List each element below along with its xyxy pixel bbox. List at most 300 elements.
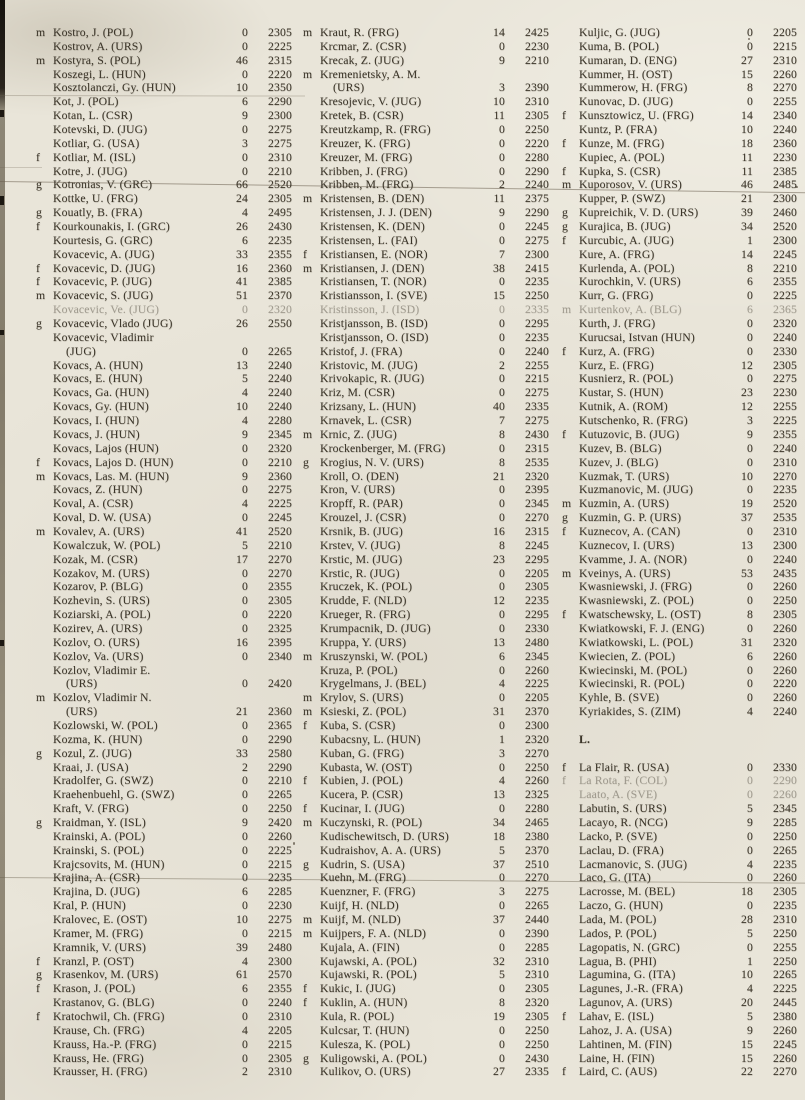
player-name: (URS)	[66, 705, 98, 719]
rating-entry	[303, 151, 549, 165]
rating-entry	[562, 40, 797, 54]
rating-value: 2270	[525, 511, 549, 525]
player-name: Krivokapic, R. (JUG)	[320, 372, 425, 386]
rating-value: 2360	[773, 136, 797, 150]
player-name: Krecak, Z. (JUG)	[320, 53, 405, 67]
rating-value: 2240	[268, 400, 292, 414]
player-name: Kwasniewski, J. (FRG)	[579, 580, 692, 594]
rating-value: 2250	[773, 829, 797, 843]
rating-value: 2305	[525, 1010, 549, 1024]
binding-mark	[0, 110, 4, 117]
rating-entry	[303, 608, 549, 622]
binding-mark	[0, 640, 4, 646]
games-count: 33	[236, 247, 248, 261]
rating-value: 2365	[773, 303, 797, 317]
player-name: Kozhevin, S. (URS)	[53, 594, 150, 608]
player-name: Koszegi, L. (HUN)	[53, 67, 146, 81]
games-count: 34	[493, 815, 505, 829]
title-letter: f	[303, 718, 308, 732]
player-name: Kremenietsky, A. M.	[320, 67, 421, 81]
player-name: Kulcsar, T. (HUN)	[320, 1023, 410, 1037]
games-count: 8	[747, 261, 753, 275]
rating-entry	[303, 428, 549, 442]
player-name: Kovacs, Las. M. (HUN)	[53, 469, 170, 483]
games-count: 46	[236, 53, 248, 67]
player-name: Laato, A. (SVE)	[579, 788, 658, 802]
title-letter: m	[562, 178, 572, 192]
rating-entry	[303, 636, 549, 650]
rating-value: 2210	[268, 538, 292, 552]
rating-value: 2485	[773, 178, 797, 192]
rating-value: 2275	[525, 386, 549, 400]
games-count: 0	[242, 455, 248, 469]
player-name: Kourkounakis, I. (GRC)	[53, 220, 170, 234]
player-name: Kwatschewsky, L. (OST)	[579, 608, 701, 622]
rating-entry	[303, 1065, 549, 1079]
rating-entry	[562, 483, 797, 497]
player-name: Krnic, Z. (JUG)	[320, 427, 397, 441]
player-name: Kral, P. (HUN)	[53, 899, 126, 913]
games-count: 27	[493, 1065, 505, 1079]
player-name: Laclau, D. (FRA)	[579, 843, 664, 857]
games-count: 6	[242, 982, 248, 996]
player-name: Kozma, K. (HUN)	[53, 732, 143, 746]
player-name: Labutin, S. (URS)	[579, 802, 667, 816]
games-count: 8	[499, 427, 505, 441]
player-name: Lacmanovic, S. (JUG)	[579, 857, 688, 871]
games-count: 0	[499, 220, 505, 234]
player-name: Kovacs, Lajos (HUN)	[53, 441, 159, 455]
player-name: Kostro, J. (POL)	[53, 26, 134, 39]
games-count: 0	[747, 317, 753, 331]
player-name: Lacko, P. (SVE)	[579, 829, 658, 843]
player-name: Kraidman, Y. (ISL)	[53, 815, 146, 829]
rating-entry	[562, 816, 797, 830]
player-name: Kvamme, J. A. (NOR)	[579, 552, 688, 566]
rating-entry	[36, 539, 292, 553]
player-name: Kotliar, G. (USA)	[53, 136, 140, 150]
rating-value: 2520	[268, 524, 292, 538]
games-count: 13	[236, 358, 248, 372]
rating-value: 2240	[268, 372, 292, 386]
games-count: 4	[242, 206, 248, 220]
rating-value: 2210	[268, 774, 292, 788]
rating-entry	[562, 442, 797, 456]
rating-value: 2580	[268, 746, 292, 760]
player-name: Kurth, J. (FRG)	[579, 317, 656, 331]
player-name: Kwiecinski, M. (POL)	[579, 663, 688, 677]
rating-value: 2260	[773, 1023, 797, 1037]
games-count: 0	[747, 829, 753, 843]
games-count: 0	[747, 677, 753, 691]
rating-entry	[36, 567, 292, 581]
rating-entry	[562, 68, 797, 82]
rating-entry	[303, 1010, 549, 1024]
rating-value: 2270	[773, 81, 797, 95]
rating-value: 2300	[268, 954, 292, 968]
player-name: Kuijpers, F. A. (NLD)	[320, 926, 427, 940]
rating-entry	[36, 816, 292, 830]
games-count: 3	[499, 81, 505, 95]
player-name: Kunovac, D. (JUG)	[579, 95, 674, 109]
rating-value: 2225	[525, 677, 549, 691]
player-name: Kucera, P. (CSR)	[320, 788, 403, 802]
rating-entry	[303, 192, 549, 206]
rating-entry	[303, 317, 549, 331]
games-count: 0	[747, 760, 753, 774]
games-count: 0	[499, 566, 505, 580]
player-name: Kubien, J. (POL)	[320, 774, 403, 788]
rating-value: 2330	[525, 621, 549, 635]
player-name: Kuban, G. (FRG)	[320, 746, 405, 760]
player-name: Kutschenko, R. (FRG)	[579, 414, 688, 428]
rating-value: 2380	[525, 829, 549, 843]
rating-entry	[36, 622, 292, 636]
rating-value: 2250	[525, 760, 549, 774]
section-letter: L.	[579, 732, 591, 746]
games-count: 0	[242, 732, 248, 746]
rating-entry	[36, 95, 292, 109]
rating-value: 2305	[268, 192, 292, 206]
rating-value: 2275	[773, 372, 797, 386]
player-name: Kukic, I. (JUG)	[320, 982, 396, 996]
games-count: 0	[499, 940, 505, 954]
rating-entry	[303, 26, 549, 40]
rating-value: 2305	[773, 885, 797, 899]
games-count: 39	[236, 940, 248, 954]
rating-value: 2210	[268, 455, 292, 469]
player-name: Kutnik, A. (ROM)	[579, 400, 668, 414]
rating-value: 2305	[773, 358, 797, 372]
games-count: 38	[493, 261, 505, 275]
rating-entry	[36, 234, 292, 248]
games-count: 41	[236, 275, 248, 289]
rating-entry	[36, 968, 292, 982]
rating-value: 2245	[773, 1037, 797, 1051]
rating-value: 2435	[773, 566, 797, 580]
games-count: 12	[493, 594, 505, 608]
rating-value: 2310	[773, 524, 797, 538]
games-count: 0	[499, 511, 505, 525]
rating-value: 2215	[773, 39, 797, 53]
rating-entry	[303, 137, 549, 151]
rating-entry	[36, 317, 292, 331]
games-count: 5	[242, 538, 248, 552]
rating-value: 2355	[268, 247, 292, 261]
rating-entry	[36, 26, 292, 40]
title-letter: f	[562, 164, 567, 178]
rating-entry	[36, 941, 292, 955]
rating-value: 2315	[525, 441, 549, 455]
player-name: Kourtesis, G. (GRC)	[53, 233, 153, 247]
rating-value: 2230	[773, 150, 797, 164]
rating-value: 2325	[525, 788, 549, 802]
rating-entry	[36, 400, 292, 414]
games-count: 0	[499, 760, 505, 774]
rating-value: 2310	[773, 913, 797, 926]
rating-entry	[303, 81, 549, 95]
rating-entry	[36, 442, 292, 456]
games-count: 4	[242, 1023, 248, 1037]
player-name: Kuporosov, V. (URS)	[579, 178, 682, 192]
player-name: Kozlov, Va. (URS)	[53, 649, 144, 663]
rating-value: 2240	[773, 552, 797, 566]
rating-entry	[36, 996, 292, 1010]
player-name: Kretek, B. (CSR)	[320, 109, 404, 123]
rating-value: 2275	[525, 885, 549, 899]
rating-entry	[562, 81, 797, 95]
player-name: Kreuzer, M. (FRG)	[320, 150, 413, 164]
games-count: 0	[242, 580, 248, 594]
rating-value: 2395	[525, 483, 549, 497]
rating-value: 2290	[525, 206, 549, 220]
title-letter: f	[562, 233, 567, 247]
player-name: Kozlowski, W. (POL)	[53, 718, 158, 732]
player-name: Kristiansen, T. (NOR)	[320, 275, 427, 289]
rating-entry	[562, 386, 797, 400]
rating-value: 2205	[525, 566, 549, 580]
title-letter: m	[36, 524, 46, 538]
rating-value: 2225	[773, 289, 797, 303]
games-count: 8	[499, 538, 505, 552]
player-name: Kubacsny, L. (HUN)	[320, 732, 421, 746]
rating-entry	[303, 1038, 549, 1052]
rating-entry	[303, 747, 549, 761]
rating-entry	[303, 774, 549, 788]
player-name: Krainski, S. (POL)	[53, 843, 145, 857]
title-letter: g	[36, 206, 42, 220]
rating-value: 2300	[773, 233, 797, 247]
rating-entry	[562, 331, 797, 345]
games-count: 18	[493, 829, 505, 843]
games-count: 0	[242, 483, 248, 497]
rating-entry	[36, 774, 292, 788]
rating-value: 2215	[268, 1037, 292, 1051]
rating-entry	[36, 123, 292, 137]
rating-entry	[562, 317, 797, 331]
games-count: 0	[242, 39, 248, 53]
player-name: Kramer, M. (FRG)	[53, 926, 144, 940]
rating-value: 2310	[773, 455, 797, 469]
games-count: 17	[236, 552, 248, 566]
rating-value: 2235	[773, 483, 797, 497]
rating-entry	[562, 927, 797, 941]
player-name: Krstev, V. (JUG)	[320, 538, 401, 552]
rating-value: 2320	[525, 469, 549, 483]
rating-entry	[303, 982, 549, 996]
rating-value: 2250	[773, 594, 797, 608]
games-count: 0	[499, 303, 505, 317]
title-letter: f	[36, 261, 41, 275]
games-count: 6	[499, 649, 505, 663]
games-count: 8	[499, 455, 505, 469]
title-letter: g	[562, 220, 568, 234]
player-name: Krainski, A. (POL)	[53, 829, 146, 843]
games-count: 0	[499, 608, 505, 622]
games-count: 0	[747, 621, 753, 635]
rating-entry	[36, 885, 292, 899]
title-letter: g	[562, 206, 568, 220]
games-count: 6	[747, 303, 753, 317]
rating-value: 2440	[525, 913, 549, 926]
player-name: Krumpacnik, D. (JUG)	[320, 621, 431, 635]
player-name: Kozul, Z. (JUG)	[53, 746, 132, 760]
rating-entry	[562, 165, 797, 179]
player-name: Kristovic, M. (JUG)	[320, 358, 418, 372]
rating-column-1	[36, 26, 292, 1079]
rating-value: 2240	[773, 441, 797, 455]
player-name: Kozarov, P. (BLG)	[53, 580, 144, 594]
rating-entry	[36, 68, 292, 82]
player-name: Kuijf, H. (NLD)	[320, 899, 399, 913]
rating-entry	[36, 677, 292, 691]
games-count: 0	[499, 441, 505, 455]
rating-entry	[303, 275, 549, 289]
player-name: Kuenzner, F. (FRG)	[320, 885, 416, 899]
rating-entry	[36, 580, 292, 594]
rating-entry	[36, 414, 292, 428]
rating-value: 2225	[268, 39, 292, 53]
rating-entry	[36, 927, 292, 941]
section-header	[562, 733, 797, 747]
rating-value: 2245	[525, 220, 549, 234]
title-letter: f	[36, 1010, 41, 1024]
games-count: 4	[747, 982, 753, 996]
player-name: Kreutzkamp, R. (FRG)	[320, 123, 431, 137]
rating-value: 2230	[268, 899, 292, 913]
rating-entry	[303, 580, 549, 594]
rating-value: 2220	[773, 677, 797, 691]
rating-entry	[303, 677, 549, 691]
player-name: Krizsany, L. (HUN)	[320, 400, 417, 414]
rating-value: 2210	[268, 164, 292, 178]
rating-entry	[303, 442, 549, 456]
rating-entry	[562, 151, 797, 165]
rating-entry	[562, 54, 797, 68]
rating-entry	[36, 359, 292, 373]
rating-entry	[303, 359, 549, 373]
title-letter: g	[36, 746, 42, 760]
rating-entry	[36, 1010, 292, 1024]
rating-entry	[562, 650, 797, 664]
player-name: Kroll, O. (DEN)	[320, 469, 399, 483]
rating-value: 2290	[773, 774, 797, 788]
rating-entry	[36, 788, 292, 802]
player-name: Kurochkin, V. (URS)	[579, 275, 681, 289]
rating-entry	[303, 220, 549, 234]
player-name: (JUG)	[66, 344, 96, 358]
rating-value: 2520	[268, 178, 292, 192]
player-name: Kuzmanovic, M. (JUG)	[579, 483, 694, 497]
player-name: Kotan, L. (CSR)	[53, 109, 133, 123]
rating-value: 2225	[773, 414, 797, 428]
title-letter: m	[562, 497, 572, 511]
games-count: 15	[741, 1037, 753, 1051]
rating-value: 2360	[268, 261, 292, 275]
rating-entry	[303, 40, 549, 54]
rating-entry	[562, 137, 797, 151]
rating-value: 2245	[268, 511, 292, 525]
rating-entry	[303, 1024, 549, 1038]
rating-entry	[303, 400, 549, 414]
games-count: 32	[493, 954, 505, 968]
rating-entry	[562, 968, 797, 982]
rating-value: 2230	[525, 39, 549, 53]
games-count: 14	[741, 109, 753, 123]
title-letter: m	[303, 705, 313, 719]
games-count: 0	[747, 552, 753, 566]
rating-value: 2260	[773, 580, 797, 594]
rating-value: 2460	[773, 206, 797, 220]
binding-edge	[0, 0, 5, 1100]
games-count: 4	[242, 954, 248, 968]
games-count: 4	[242, 386, 248, 400]
title-letter: f	[36, 275, 41, 289]
rating-entry	[303, 885, 549, 899]
games-count: 0	[499, 386, 505, 400]
rating-value: 2230	[773, 386, 797, 400]
games-count: 46	[741, 178, 753, 192]
player-name: Kuba, S. (CSR)	[320, 718, 396, 732]
games-count: 21	[236, 705, 248, 719]
player-name: Lagua, B. (PHI)	[579, 954, 657, 968]
player-name: Kristiansen, J. (DEN)	[320, 261, 425, 275]
games-count: 10	[741, 469, 753, 483]
player-name: Kurr, G. (FRG)	[579, 289, 654, 303]
rating-entry	[303, 289, 549, 303]
rating-value: 2245	[525, 538, 549, 552]
player-name: Krouzel, J. (CSR)	[320, 511, 407, 525]
rating-entry	[303, 553, 549, 567]
games-count: 9	[747, 815, 753, 829]
rating-entry	[562, 858, 797, 872]
games-count: 0	[242, 1037, 248, 1051]
rating-value: 2375	[525, 192, 549, 206]
rating-entry	[36, 456, 292, 470]
title-letter: f	[562, 608, 567, 622]
rating-value: 2235	[525, 594, 549, 608]
rating-value: 2300	[525, 718, 549, 732]
player-name: Krajina, A. (CSR)	[53, 871, 140, 885]
rating-entry	[36, 248, 292, 262]
rating-value: 2390	[525, 926, 549, 940]
games-count: 37	[493, 857, 505, 871]
rating-column-3	[562, 26, 797, 1079]
player-name: Kurtenkov, A. (BLG)	[579, 303, 682, 317]
player-name: Laco, G. (ITA)	[579, 871, 651, 885]
games-count: 6	[747, 275, 753, 289]
player-name: Kradolfer, G. (SWZ)	[53, 774, 154, 788]
player-name: Kulesza, K. (POL)	[320, 1037, 411, 1051]
rating-entry	[36, 899, 292, 913]
rating-value: 2225	[268, 843, 292, 857]
games-count: 0	[242, 303, 248, 317]
rating-entry	[562, 553, 797, 567]
rating-value: 2255	[773, 95, 797, 109]
title-letter: f	[562, 109, 567, 123]
player-name: Kovacevic, P. (JUG)	[53, 275, 152, 289]
games-count: 0	[747, 691, 753, 705]
rating-value: 2275	[268, 136, 292, 150]
rating-value: 2260	[773, 691, 797, 705]
games-count: 12	[741, 400, 753, 414]
player-name: Kupiec, A. (POL)	[579, 150, 665, 164]
title-letter: m	[36, 469, 46, 483]
rating-value: 2235	[525, 275, 549, 289]
rating-entry	[36, 733, 292, 747]
rating-entry	[36, 289, 292, 303]
rating-entry	[36, 483, 292, 497]
